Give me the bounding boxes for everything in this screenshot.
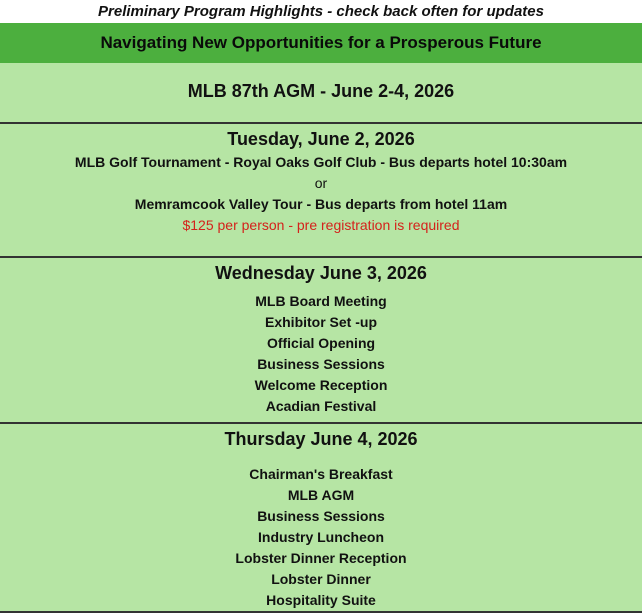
list-item: Exhibitor Set -up <box>265 314 377 330</box>
day-tuesday <box>0 124 642 258</box>
day-title: Thursday June 4, 2026 <box>224 429 418 449</box>
theme-banner: Navigating New Opportunities for a Prosperous Future <box>0 23 642 63</box>
or-line: or <box>314 175 328 191</box>
day-title: Tuesday, June 2, 2026 <box>227 129 415 149</box>
list-item: Lobster Dinner <box>271 571 371 587</box>
golf-tournament-line: MLB Golf Tournament - Royal Oaks Golf Club - Bus departs hotel 10:30am <box>74 154 568 170</box>
header-note: Preliminary Program Highlights - check back often for updates <box>0 0 642 23</box>
day-title: Wednesday June 3, 2026 <box>215 263 427 283</box>
list-item: Lobster Dinner Reception <box>235 550 407 566</box>
list-item: Industry Luncheon <box>258 529 384 545</box>
list-item: Welcome Reception <box>254 377 388 393</box>
list-item: Business Sessions <box>257 356 385 372</box>
price-note: $125 per person - pre registration is required <box>182 217 460 233</box>
list-item: Business Sessions <box>257 508 385 524</box>
list-item: Chairman's Breakfast <box>249 466 393 482</box>
list-item: Hospitality Suite <box>266 592 376 608</box>
list-item: MLB Board Meeting <box>255 293 387 309</box>
agm-title: MLB 87th AGM - June 2-4, 2026 <box>0 63 642 124</box>
valley-tour-line: Memramcook Valley Tour - Bus departs from hotel 11am <box>134 196 508 212</box>
list-item: Official Opening <box>266 335 376 351</box>
day-thursday <box>0 424 642 613</box>
day-wednesday <box>0 258 642 424</box>
list-item: Acadian Festival <box>265 398 377 414</box>
list-item: MLB AGM <box>287 487 355 503</box>
